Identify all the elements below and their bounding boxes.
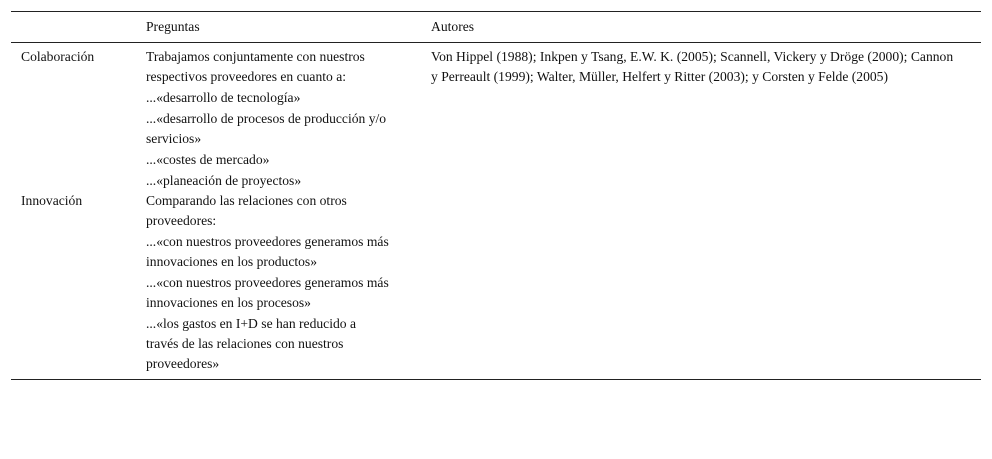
question-item: ...«planeación de proyectos» [146, 173, 302, 188]
table-header-row [11, 12, 981, 43]
dimension-cell: Innovación [21, 193, 83, 208]
question-item: ...«desarrollo de procesos de producción y/o servicios» [146, 111, 387, 146]
dimension-cell: Colaboración [21, 49, 95, 64]
question-item: ...«costes de mercado» [146, 152, 270, 167]
authors-cell [431, 191, 981, 380]
question-item: Comparando las relaciones con otros proveedores: [146, 193, 347, 228]
questions-cell [146, 191, 431, 380]
table-container [11, 11, 981, 380]
table-row [11, 43, 981, 192]
header-autores: Autores [431, 19, 475, 34]
questions-cell [146, 43, 431, 192]
question-item: ...«los gastos en I+D se han reducido a través de las relaciones con nuestros proveedores» [146, 316, 357, 371]
authors-cell: Von Hippel (1988); Inkpen y Tsang, E.W. K. (2005); Scannell, Vickery y Dröge (2000); Cannon y Perreault (1999); Walter, Müller, Helfert y Ritter (2003); y Corsten y Felde (2005) [431, 49, 954, 84]
constructs-table [11, 11, 981, 380]
question-item: ...«con nuestros proveedores generamos más innovaciones en los productos» [146, 234, 389, 269]
question-item: ...«desarrollo de tecnología» [146, 90, 301, 105]
question-item: Trabajamos conjuntamente con nuestros respectivos proveedores en cuanto a: [146, 49, 365, 84]
header-empty [11, 12, 146, 43]
header-preguntas: Preguntas [146, 19, 200, 34]
question-item: ...«con nuestros proveedores generamos más innovaciones en los procesos» [146, 275, 389, 310]
table-row [11, 191, 981, 380]
